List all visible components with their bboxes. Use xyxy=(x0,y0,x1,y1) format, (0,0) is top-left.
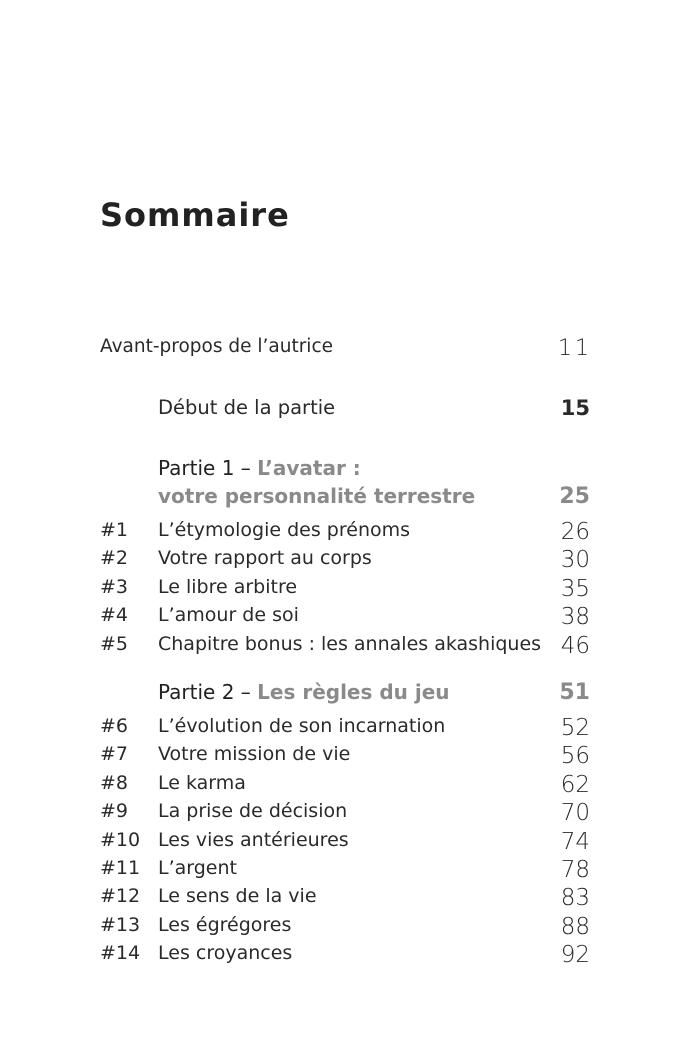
toc-entry-page: 62 xyxy=(560,771,590,798)
toc-entry-page: 88 xyxy=(560,913,590,940)
part-dash: – xyxy=(240,680,251,704)
chapter-number: #10 xyxy=(100,828,141,851)
toc-entry-page: 70 xyxy=(560,800,590,827)
chapter-number: #8 xyxy=(100,771,129,794)
toc-entry-chapter[interactable] xyxy=(0,633,700,661)
toc-entry-page: 38 xyxy=(560,604,590,631)
toc-entry-chapter[interactable] xyxy=(0,743,700,771)
part-dash: – xyxy=(240,456,251,480)
toc-entry-label: Les vies antérieures xyxy=(158,828,349,851)
toc-entry-chapter[interactable] xyxy=(0,547,700,575)
toc-entry-label: L’amour de soi xyxy=(158,604,299,627)
toc-entry-page: 30 xyxy=(560,547,590,574)
toc-entry-label: L’argent xyxy=(158,857,237,879)
chapter-number: #7 xyxy=(100,743,129,766)
chapter-number: #11 xyxy=(100,857,141,879)
toc-entry-chapter[interactable] xyxy=(0,914,700,942)
chapter-number: #9 xyxy=(100,800,129,823)
toc-entry-chapter[interactable] xyxy=(0,715,700,743)
toc-entry-label: Début de la partie xyxy=(158,396,336,419)
part-title: L’avatar : xyxy=(257,456,361,480)
chapter-number: #5 xyxy=(100,632,129,655)
toc-entry-page: 74 xyxy=(560,828,590,855)
part-label: Partie 1 xyxy=(158,456,235,480)
toc-entry-chapter[interactable] xyxy=(0,885,700,913)
part-title-line-1 xyxy=(158,680,450,704)
part-label: Partie 2 xyxy=(158,680,235,704)
part-title-line-2: votre personnalité terrestre xyxy=(158,484,476,508)
toc-entry-page: 35 xyxy=(560,575,590,602)
toc-entry-preface[interactable] xyxy=(0,336,700,364)
toc-entry-page: 92 xyxy=(560,942,590,969)
toc-part-1-heading[interactable] xyxy=(0,456,700,484)
chapter-number: #12 xyxy=(100,885,141,908)
toc-entry-label: Les égrégores xyxy=(158,913,292,936)
toc-entry-label: Avant-propos de l’autrice xyxy=(100,336,333,357)
toc-entry-start[interactable] xyxy=(0,396,700,424)
toc-entry-chapter[interactable] xyxy=(0,519,700,547)
chapter-number: #1 xyxy=(100,519,129,541)
part-title: Les règles du jeu xyxy=(257,680,450,704)
page-title: Sommaire xyxy=(100,196,290,234)
toc-entry-page: 78 xyxy=(560,857,590,883)
toc-entry-page: 46 xyxy=(560,632,590,659)
toc-entry-chapter[interactable] xyxy=(0,576,700,604)
toc-entry-label: Le sens de la vie xyxy=(158,885,317,908)
chapter-number: #2 xyxy=(100,547,129,570)
chapter-number: #4 xyxy=(100,604,129,627)
toc-entry-page: 11 xyxy=(558,336,592,361)
toc-entry-page: 56 xyxy=(560,743,590,770)
toc-entry-chapter[interactable] xyxy=(0,829,700,857)
toc-entry-page: 26 xyxy=(560,519,590,545)
chapter-number: #13 xyxy=(100,913,141,936)
toc-entry-label: Le libre arbitre xyxy=(158,575,298,598)
toc-entry-page: 51 xyxy=(559,680,590,705)
toc-entry-label: Le karma xyxy=(158,771,246,794)
part-title-line-1 xyxy=(158,456,361,480)
toc-entry-chapter[interactable] xyxy=(0,772,700,800)
toc-part-2-heading[interactable] xyxy=(0,680,700,708)
chapter-number: #3 xyxy=(100,575,129,598)
toc-entry-label: Les croyances xyxy=(158,942,293,965)
toc-entry-chapter[interactable] xyxy=(0,942,700,970)
toc-entry-label: L’évolution de son incarnation xyxy=(158,715,446,737)
toc-part-1-subtitle[interactable] xyxy=(0,484,700,512)
toc-entry-label: Votre mission de vie xyxy=(158,743,351,766)
chapter-number: #14 xyxy=(100,942,141,965)
toc-entry-chapter[interactable] xyxy=(0,800,700,828)
toc-entry-page: 83 xyxy=(560,885,590,912)
toc-entry-page: 25 xyxy=(559,484,590,509)
toc-entry-label: La prise de décision xyxy=(158,800,348,823)
toc-entry-page: 52 xyxy=(560,715,590,741)
toc-entry-label: L’étymologie des prénoms xyxy=(158,519,411,541)
chapter-number: #6 xyxy=(100,715,129,737)
toc-entry-chapter[interactable] xyxy=(0,604,700,632)
toc-entry-label: Votre rapport au corps xyxy=(158,547,372,570)
toc-entry-chapter[interactable] xyxy=(0,857,700,885)
toc-entry-label: Chapitre bonus : les annales akashiques xyxy=(158,632,542,655)
toc-entry-page: 15 xyxy=(560,396,590,420)
